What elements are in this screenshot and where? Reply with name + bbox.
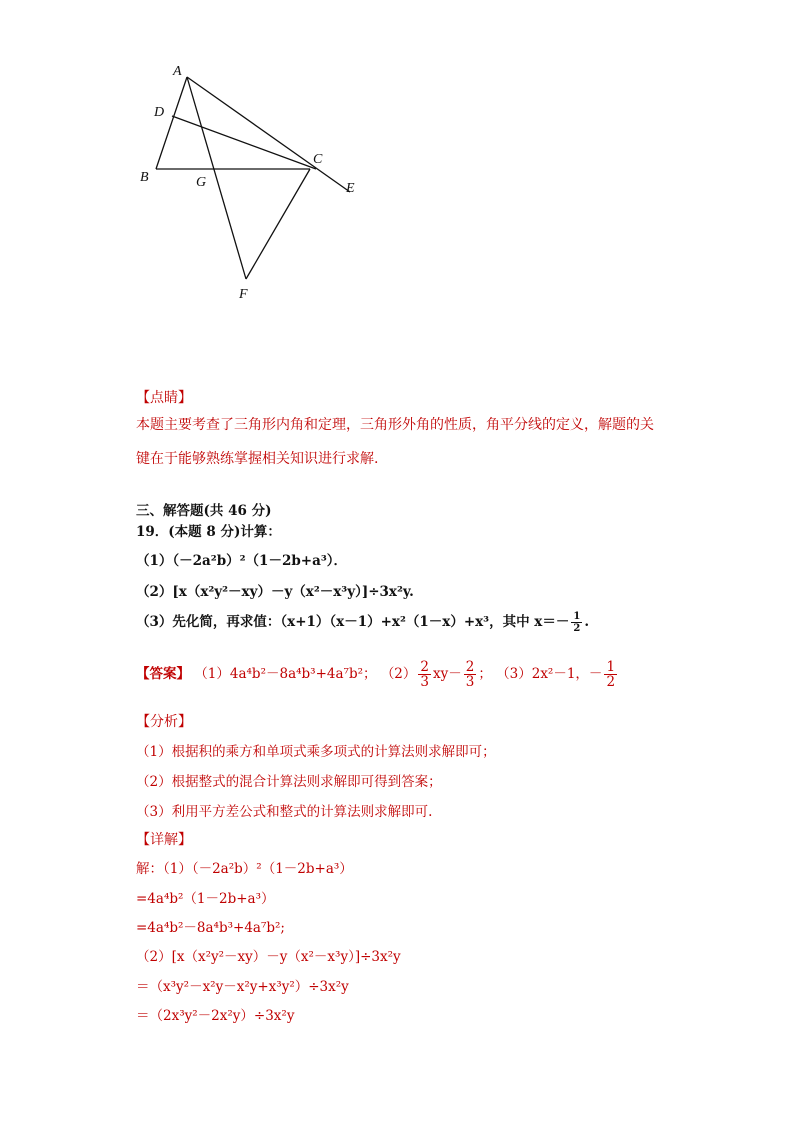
part-number: （3）	[136, 614, 173, 630]
dianjing-line-1: 本题主要考查了三角形内角和定理，三角形外角的性质，角平分线的定义，解题的关	[136, 417, 654, 433]
dianjing-heading: 【点睛】	[136, 390, 192, 406]
fraction: $\frac{2}{3}$	[420, 659, 429, 690]
answer-tag: 【答案】	[136, 666, 190, 682]
fenxi-heading: 【分析】	[136, 714, 192, 730]
part-number: （1）	[136, 553, 173, 569]
part-expression: [x（x²y²－xy）－y（x²－x³y）]÷3x²y.	[172, 584, 414, 600]
segment-DC	[172, 116, 316, 169]
dianjing-line-2: 键在于能够熟练掌握相关知识进行求解.	[136, 451, 379, 467]
question-19-title: 19．(本题 8 分)计算：	[136, 524, 281, 540]
label-C: C	[313, 152, 323, 167]
solution-step-1: 解：（1）（－2a²b）²（1－2b+a³）	[136, 861, 353, 877]
fraction: $\frac{1}{2}$	[573, 611, 581, 634]
segment-AE	[187, 77, 350, 192]
label-E: E	[346, 181, 355, 196]
xiangjie-heading: 【详解】	[136, 832, 192, 848]
answer-part-2: （2） $\frac{2}{3}$ xy－ $\frac{2}{3}$ ；	[380, 659, 492, 690]
fenxi-line-1: （1）根据积的乘方和单项式乘多项式的计算法则求解即可；	[136, 744, 496, 760]
label-A: A	[173, 64, 182, 79]
part-expression: 先化简，再求值：（x+1）（x－1）+x²（1－x）+x³，其中 x＝－	[172, 614, 570, 630]
solution-step-5: ＝（x³y²－x²y－x²y+x³y²）÷3x²y	[136, 979, 349, 995]
question-19-part-2	[136, 580, 414, 600]
label-G: G	[196, 175, 207, 190]
geometry-figure	[120, 55, 380, 305]
fenxi-line-2: （2）根据整式的混合计算法则求解即可得到答案；	[136, 774, 442, 790]
answer-line	[136, 660, 619, 689]
section-heading: 三、解答题(共 46 分)	[136, 503, 272, 519]
solution-step-3: =4a⁴b²－8a⁴b³+4a⁷b²;	[136, 920, 285, 936]
part-number: （2）	[136, 584, 173, 600]
label-F: F	[239, 287, 248, 302]
solution-step-2: =4a⁴b²（1－2b+a³）	[136, 891, 275, 907]
answer-part-1: （1）4a⁴b²－8a⁴b³+4a⁷b²；	[194, 666, 377, 682]
question-19-part-3: （3）先化简，再求值：（x+1）（x－1）+x²（1－x）+x³，其中 x＝－ $\frac{1}{2}$ .	[136, 611, 590, 634]
fraction: $\frac{2}{3}$	[465, 659, 475, 690]
part-expression: （－2a²b）²（1－2b+a³）．	[172, 553, 348, 569]
solution-step-6: ＝（2x³y²－2x²y）÷3x²y	[136, 1008, 295, 1024]
segment-CF	[246, 169, 310, 279]
question-19-part-1	[136, 549, 347, 569]
solution-step-4: （2）[x（x²y²－xy）－y（x²－x³y）]÷3x²y	[136, 949, 401, 965]
label-D: D	[154, 105, 165, 120]
segment-AB	[156, 77, 187, 169]
fenxi-line-3: （3）利用平方差公式和整式的计算法则求解即可.	[136, 804, 433, 820]
label-B: B	[140, 170, 149, 185]
answer-part-3: （3）2x²－1，－ $\frac{1}{2}$	[496, 659, 616, 690]
fraction: $\frac{1}{2}$	[606, 659, 616, 690]
